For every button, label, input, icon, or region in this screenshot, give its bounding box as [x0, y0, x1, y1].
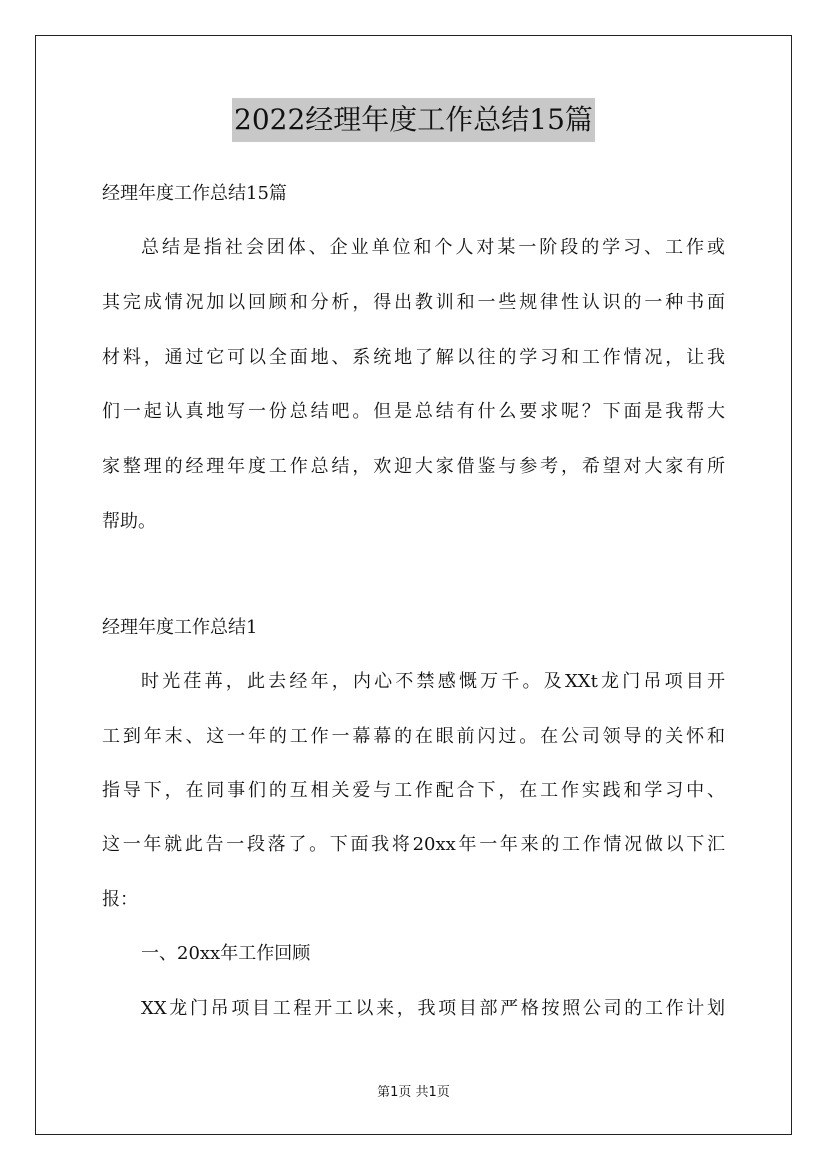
body-last-line: XX龙门吊项目工程开工以来，我项目部严格按照公司的工作计划: [141, 998, 725, 1019]
section-line-3: 指导下，在同事们的互相关爱与工作配合下，在工作实践和学习中、: [102, 780, 725, 801]
section-line-4: 这一年就此告一段落了。下面我将20xx年一年来的工作情况做以下汇: [102, 834, 725, 855]
intro-line-6: 帮助。: [102, 511, 156, 532]
section-heading: 经理年度工作总结1: [102, 617, 258, 638]
sub-heading: 一、20xx年工作回顾: [141, 943, 311, 964]
section-line-1: 时光荏苒，此去经年，内心不禁感慨万千。及XXt龙门吊项目开: [141, 671, 725, 692]
intro-line-1: 总结是指社会团体、企业单位和个人对某一阶段的学习、工作或: [141, 237, 725, 258]
section-line-5: 报：: [102, 889, 138, 910]
intro-line-3: 材料，通过它可以全面地、系统地了解以往的学习和工作情况，让我: [102, 347, 725, 368]
title-container: [0, 98, 827, 142]
page-footer: 第1页 共1页: [377, 1085, 450, 1100]
intro-line-2: 其完成情况加以回顾和分析，得出教训和一些规律性认识的一种书面: [102, 292, 725, 313]
document-subtitle: 经理年度工作总结15篇: [102, 183, 287, 204]
document-title: 2022经理年度工作总结15篇: [232, 98, 595, 142]
section-line-2: 工到年末、这一年的工作一幕幕的在眼前闪过。在公司领导的关怀和: [102, 726, 725, 747]
intro-line-4: 们一起认真地写一份总结吧。但是总结有什么要求呢？下面是我帮大: [102, 401, 725, 422]
intro-line-5: 家整理的经理年度工作总结，欢迎大家借鉴与参考，希望对大家有所: [102, 456, 725, 477]
